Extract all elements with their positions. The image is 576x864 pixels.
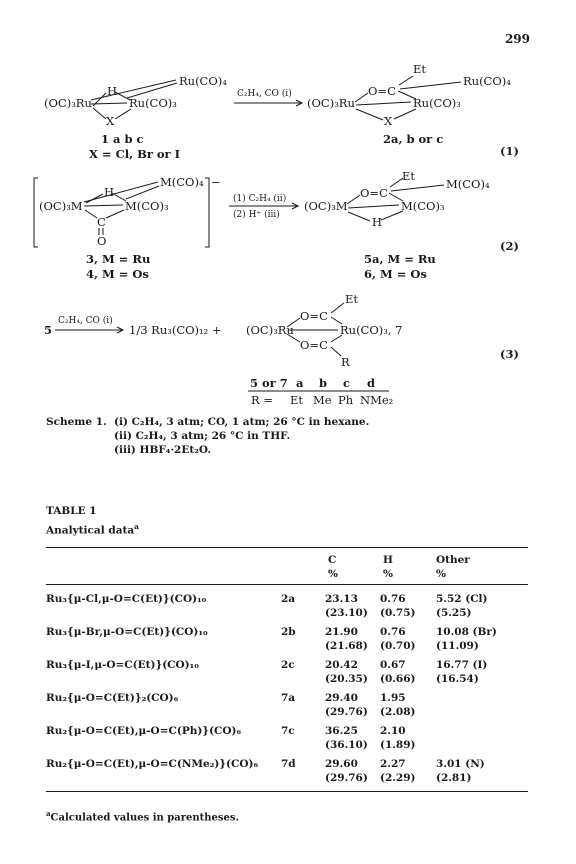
eq1-arrow-label: C₂H₄, CO (i) bbox=[237, 89, 292, 99]
eq2-number: (2) bbox=[500, 239, 519, 253]
table-footnote: $^a$Calculated values in parentheses. bbox=[46, 809, 239, 824]
bond bbox=[331, 303, 344, 313]
table-bottom-rule bbox=[46, 791, 528, 792]
bond bbox=[84, 205, 123, 206]
bond bbox=[399, 76, 413, 85]
table-cell-h: 0.76 bbox=[380, 593, 406, 605]
r-table-r-b: Me bbox=[313, 393, 332, 407]
table-cell-compound: Ru₂{μ-O=C(Et),μ-O=C(NMe₂)}(CO)₆ bbox=[46, 758, 259, 770]
eq2-product-m-left: (OC)₃M bbox=[304, 199, 348, 213]
reaction-scheme bbox=[0, 0, 576, 407]
table-cell-h-calculated: (2.08) bbox=[380, 706, 416, 718]
eq1-reactant-ru-right: Ru(CO)₃ bbox=[129, 96, 177, 110]
eq1-compound-numbers: 1 a b c bbox=[101, 132, 144, 146]
bond bbox=[331, 317, 342, 324]
r-table-r-d: NMe₂ bbox=[360, 393, 394, 407]
bond bbox=[85, 210, 97, 218]
table-cell-h: 2.27 bbox=[380, 758, 406, 770]
table-cell-c-calculated: (29.76) bbox=[325, 706, 368, 718]
table-cell-h-calculated: (0.75) bbox=[380, 607, 416, 619]
bond bbox=[115, 109, 131, 119]
eq1-product bbox=[307, 62, 511, 128]
table-cell-id: 7d bbox=[281, 758, 296, 770]
eq3-product-ethyl: Et bbox=[345, 292, 359, 306]
table-cell-other: 3.01 (N) bbox=[436, 758, 485, 770]
bond bbox=[126, 186, 159, 199]
column-unit-c: % bbox=[328, 568, 338, 580]
column-unit-other: % bbox=[436, 568, 446, 580]
table-header-rule bbox=[46, 584, 528, 585]
r-table-header-d: d bbox=[367, 376, 376, 390]
scheme-caption bbox=[46, 415, 369, 457]
r-table-r-label: R = bbox=[251, 393, 273, 407]
eq3-arrow-label: C₂H₄, CO (i) bbox=[58, 316, 113, 326]
table-cell-c: 23.13 bbox=[325, 593, 358, 605]
bond bbox=[331, 347, 341, 356]
eq2-product-m-right: M(CO)₃ bbox=[401, 199, 445, 213]
bond bbox=[347, 195, 360, 204]
eq3-start: 5 bbox=[44, 323, 53, 337]
table-cell-id: 7a bbox=[281, 692, 296, 704]
eq3-product-bottom-carbonyl: O=C bbox=[300, 338, 328, 352]
bond bbox=[106, 210, 124, 218]
table-cell-h-calculated: (0.70) bbox=[380, 640, 416, 652]
column-header-h: H bbox=[383, 554, 393, 566]
eq3-product bbox=[246, 292, 403, 369]
bond bbox=[348, 212, 370, 221]
table-cell-c: 36.25 bbox=[325, 725, 358, 737]
eq1-reactant-ru-top: Ru(CO)₄ bbox=[179, 74, 227, 88]
eq2-product bbox=[304, 169, 490, 229]
eq2-reactant-carbon: C bbox=[97, 215, 106, 229]
eq2-arrow-label-2: (2) H⁺ (iii) bbox=[233, 210, 280, 220]
column-header-other: Other bbox=[436, 554, 470, 566]
table-cell-other-calculated: (5.25) bbox=[436, 607, 472, 619]
r-table-header-a: a bbox=[296, 376, 304, 390]
table-cell-other: 10.08 (Br) bbox=[436, 626, 497, 638]
bond bbox=[112, 193, 126, 201]
bond bbox=[348, 205, 399, 208]
scheme-caption-label: Scheme 1. bbox=[46, 416, 107, 428]
table-cell-c: 29.40 bbox=[325, 692, 358, 704]
eq1-product-label: 2a, b or c bbox=[383, 132, 444, 146]
eq1-product-ru-left: (OC)₃Ru bbox=[307, 96, 355, 110]
eq3-number: (3) bbox=[500, 347, 519, 361]
column-unit-h: % bbox=[383, 568, 393, 580]
table-cell-other-calculated: (11.09) bbox=[436, 640, 479, 652]
eq2-product-ethyl: Et bbox=[402, 169, 416, 183]
eq1-product-ru-right: Ru(CO)₃ bbox=[413, 96, 461, 110]
r-substituent-table bbox=[248, 376, 393, 407]
scheme-caption-line: (ii) C₂H₄, 3 atm; 26 °C in THF. bbox=[114, 430, 291, 442]
bond bbox=[389, 193, 403, 201]
eq3-product-r: R bbox=[341, 355, 350, 369]
left-bracket bbox=[34, 178, 38, 247]
table-cell-h: 0.67 bbox=[380, 659, 406, 671]
eq2-product-carbonyl: O=C bbox=[360, 186, 388, 200]
eq3-product-ru-right: Ru(CO)₃, 7 bbox=[340, 323, 403, 337]
eq3-coproduct: 1/3 Ru₃(CO)₁₂ + bbox=[129, 323, 222, 337]
eq2-label-ru: 3, M = Ru bbox=[86, 252, 151, 266]
eq3-product-top-carbonyl: O=C bbox=[300, 309, 328, 323]
table-cell-compound: Ru₃{μ-Cl,μ-O=C(Et)}(CO)₁₀ bbox=[46, 593, 207, 605]
eq2-product-m-top: M(CO)₄ bbox=[446, 177, 490, 191]
eq1-product-ethyl: Et bbox=[413, 62, 427, 76]
table-cell-other-calculated: (2.81) bbox=[436, 772, 472, 784]
table-cell-compound: Ru₃{μ-I,μ-O=C(Et)}(CO)₁₀ bbox=[46, 659, 199, 671]
eq2-label-os: 4, M = Os bbox=[86, 267, 149, 281]
scheme-caption-line: (iii) HBF₄·2Et₂O. bbox=[114, 444, 212, 456]
eq2-arrow-label-1: (1) C₂H₄ (ii) bbox=[233, 194, 287, 204]
table-cell-h: 1.95 bbox=[380, 692, 406, 704]
bond bbox=[394, 109, 416, 119]
bond bbox=[86, 194, 103, 203]
table-cell-h-calculated: (0.66) bbox=[380, 673, 416, 685]
table-cell-other-calculated: (16.54) bbox=[436, 673, 479, 685]
table-cell-c-calculated: (20.35) bbox=[325, 673, 368, 685]
table-title: TABLE 1 bbox=[46, 505, 97, 517]
bond bbox=[398, 91, 416, 99]
right-bracket bbox=[205, 178, 209, 247]
table-cell-h-calculated: (1.89) bbox=[380, 739, 416, 751]
bond bbox=[381, 211, 403, 220]
eq2-reactant-m-left: (OC)₃M bbox=[39, 199, 83, 213]
table-cell-id: 2c bbox=[281, 659, 295, 671]
eq2-anion-charge: − bbox=[211, 175, 221, 189]
bond bbox=[356, 102, 411, 105]
footnote-marker: a bbox=[46, 809, 51, 818]
page-number: 299 bbox=[504, 32, 530, 46]
eq1-reactant-ru-left: (OC)₃Ru bbox=[44, 96, 92, 110]
column-header-c: C bbox=[328, 554, 337, 566]
table-heading bbox=[46, 503, 139, 539]
eq2-reactant-m-top: M(CO)₄ bbox=[160, 175, 204, 189]
table-cell-other: 16.77 (I) bbox=[436, 659, 488, 671]
eq3-product-ru-left: (OC)₃Ru bbox=[246, 323, 294, 337]
table-cell-c: 21.90 bbox=[325, 626, 358, 638]
table-cell-id: 2a bbox=[281, 593, 296, 605]
table-cell-compound: Ru₂{μ-O=C(Et)}₂(CO)₆ bbox=[46, 692, 179, 704]
eq1-product-ru-top: Ru(CO)₄ bbox=[463, 74, 511, 88]
bond bbox=[355, 93, 368, 102]
eq2-reactant-m-right: M(CO)₃ bbox=[125, 199, 169, 213]
bond bbox=[391, 185, 444, 191]
bond bbox=[93, 108, 106, 119]
table-top-rule bbox=[46, 547, 528, 548]
eq2-product-label-os: 6, M = Os bbox=[364, 267, 427, 281]
eq1-number: (1) bbox=[500, 144, 519, 158]
bond bbox=[331, 335, 342, 342]
table-cell-id: 2b bbox=[281, 626, 296, 638]
r-table-r-a: Et bbox=[290, 393, 304, 407]
table-cell-h: 0.76 bbox=[380, 626, 406, 638]
table-cell-c-calculated: (29.76) bbox=[325, 772, 368, 784]
table-cell-id: 7c bbox=[281, 725, 295, 737]
r-table-header-c: c bbox=[343, 376, 351, 390]
eq2-reactant-bridge-h: H bbox=[104, 185, 115, 199]
table-cell-h: 2.10 bbox=[380, 725, 406, 737]
bond bbox=[400, 82, 461, 89]
table-cell-c-calculated: (23.10) bbox=[325, 607, 368, 619]
r-table-header-compound: 5 or 7 bbox=[250, 376, 288, 390]
eq2-reactant-oxygen: O bbox=[97, 234, 107, 248]
eq2-product-bridge-h: H bbox=[372, 215, 383, 229]
eq1-product-bridge-x: X bbox=[384, 114, 393, 128]
bond bbox=[356, 109, 383, 120]
table-cell-compound: Ru₃{μ-Br,μ-O=C(Et)}(CO)₁₀ bbox=[46, 626, 208, 638]
eq1-reactant-bridge-x: X bbox=[106, 114, 115, 128]
footnote-marker: a bbox=[134, 522, 139, 531]
table-cell-h-calculated: (2.29) bbox=[380, 772, 416, 784]
eq1-reactant-bridge-h: H bbox=[107, 84, 118, 98]
eq1-product-carbonyl: O=C bbox=[368, 84, 396, 98]
scheme-caption-line: (i) C₂H₄, 3 atm; CO, 1 atm; 26 °C in hexane. bbox=[114, 416, 370, 428]
eq1-reactant bbox=[44, 74, 227, 128]
r-table-r-c: Ph bbox=[338, 393, 354, 407]
bond bbox=[115, 92, 130, 100]
table-cell-c: 20.42 bbox=[325, 659, 358, 671]
r-table-header-b: b bbox=[319, 376, 328, 390]
eq2-product-label-ru: 5a, M = Ru bbox=[364, 252, 436, 266]
eq1-halide-definition: X = Cl, Br or I bbox=[89, 147, 180, 161]
table-cell-other: 5.52 (Cl) bbox=[436, 593, 488, 605]
table-subtitle: Analytical data$^a$ bbox=[46, 522, 139, 537]
table-cell-c: 29.60 bbox=[325, 758, 358, 770]
table-cell-c-calculated: (36.10) bbox=[325, 739, 368, 751]
eq2-reactant bbox=[34, 175, 221, 248]
table-cell-c-calculated: (21.68) bbox=[325, 640, 368, 652]
table-cell-compound: Ru₂{μ-O=C(Et),μ-O=C(Ph)}(CO)₆ bbox=[46, 725, 242, 737]
